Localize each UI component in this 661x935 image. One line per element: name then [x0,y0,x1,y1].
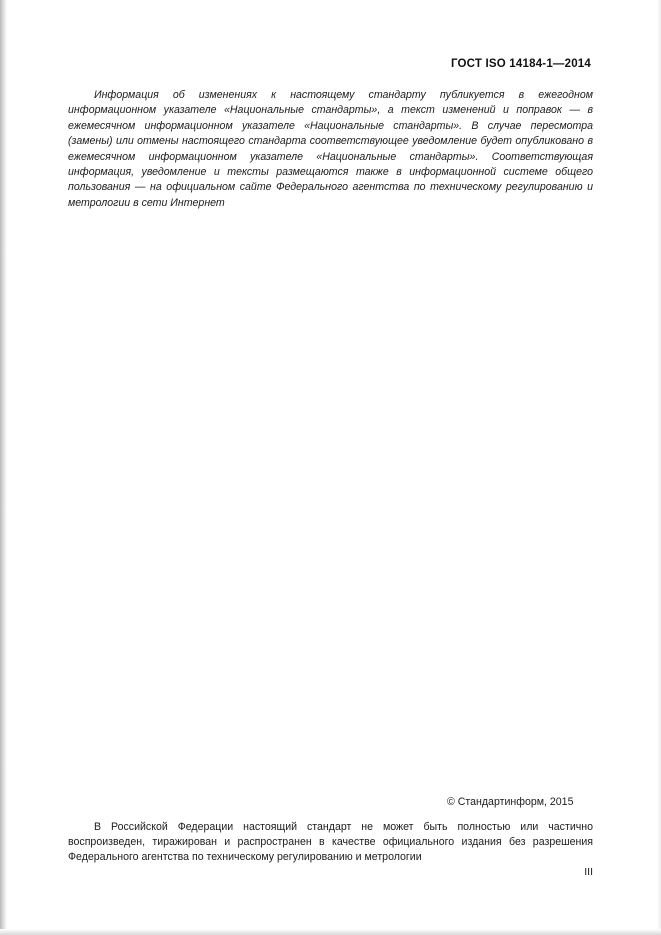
scan-edge-bottom [0,929,661,935]
page-number: III [584,866,593,878]
scan-edge-right [657,0,661,935]
amendments-notice-paragraph [68,88,593,211]
standard-designation-header: ГОСТ ISO 14184-1—2014 [450,58,591,70]
copyright-line: © Стандартинформ, 2015 [447,796,574,808]
scan-edge-left [0,0,7,935]
amendments-notice-text: Информация об изменениях к настоящему стандарту публикуется в ежегодном информационном указателе «Национальные стандарты», а текст изменений и поправок — в ежемесячном информационном указателе «Национальные стандарты». В случае пересмотра (замены) или отмены настоящего стандарта соответствующее уведомление будет опубликовано в ежемесячном информационном указателе «Национальные стандарты». Соответствующая информация, уведомление и тексты размещаются также в информационной системе общего пользования — на официальном сайте Федерального агентства по техническому регулированию и метрологии в сети Интернет [68,89,593,209]
rights-reservation-paragraph [68,820,593,866]
rights-reservation-text: В Российской Федерации настоящий стандарт не может быть полностью или частично воспроизведен, тиражирован и распространен в качестве официального издания без разрешения Федерального агентства по техническому регулированию и метрологии [68,821,593,864]
